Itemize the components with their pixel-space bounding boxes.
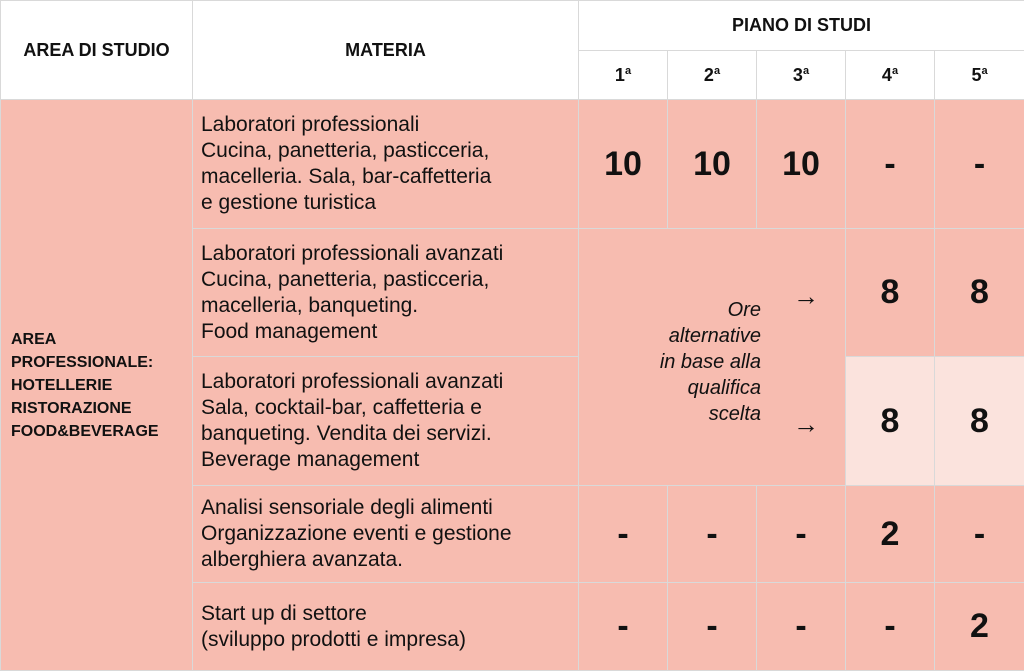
header-year-5: 5$^a$: [935, 51, 1024, 100]
header-area-di-studio: AREA DI STUDIO: [1, 1, 193, 100]
value-row-4-year-5: -: [935, 486, 1024, 583]
materia-row-1: Laboratori professionali Cucina, panetteria, pasticceria, macelleria. Sala, bar-caffetteria e gestione turistica: [193, 100, 579, 229]
value-row-1-year-2: 10: [668, 100, 757, 229]
header-year-3: 3$^a$: [757, 51, 846, 100]
value-row-2-year-4: 8: [846, 229, 935, 357]
value-row-3-year-5: 8: [935, 357, 1024, 486]
alternative-hours-note: [579, 229, 846, 486]
header-year-4: 4$^a$: [846, 51, 935, 100]
value-row-4-year-4: 2: [846, 486, 935, 583]
value-row-5-year-1: -: [579, 583, 668, 671]
alt-note-text: Ore alternative in base alla qualifica scelta: [659, 299, 761, 425]
value-row-5-year-2: -: [668, 583, 757, 671]
arrow-right-icon: →: [793, 409, 819, 439]
value-row-1-year-3: 10: [757, 100, 846, 229]
header-piano-di-studi: PIANO DI STUDI: [579, 1, 1024, 51]
value-row-1-year-1: 10: [579, 100, 668, 229]
header-materia: MATERIA: [193, 1, 579, 100]
header-year-2: 2$^a$: [668, 51, 757, 100]
value-row-4-year-1: -: [579, 486, 668, 583]
value-row-4-year-3: -: [757, 486, 846, 583]
value-row-5-year-3: -: [757, 583, 846, 671]
value-row-5-year-5: 2: [935, 583, 1024, 671]
header-year-1: 1$^a$: [579, 51, 668, 100]
materia-row-3: Laboratori professionali avanzati Sala, cocktail-bar, caffetteria e banqueting. Vendita dei servizi. Beverage management: [193, 357, 579, 486]
area-label: AREA PROFESSIONALE: HOTELLERIE RISTORAZIONE FOOD&BEVERAGE: [1, 100, 193, 671]
materia-row-5: Start up di settore (sviluppo prodotti e impresa): [193, 583, 579, 671]
value-row-2-year-5: 8: [935, 229, 1024, 357]
materia-row-4: Analisi sensoriale degli alimenti Organizzazione eventi e gestione alberghiera avanzata.: [193, 486, 579, 583]
value-row-1-year-5: -: [935, 100, 1024, 229]
value-row-3-year-4: 8: [846, 357, 935, 486]
value-row-4-year-2: -: [668, 486, 757, 583]
value-row-1-year-4: -: [846, 100, 935, 229]
value-row-5-year-4: -: [846, 583, 935, 671]
materia-row-2: Laboratori professionali avanzati Cucina, panetteria, pasticceria, macelleria, banqueting. Food management: [193, 229, 579, 357]
arrow-right-icon: →: [793, 281, 819, 311]
